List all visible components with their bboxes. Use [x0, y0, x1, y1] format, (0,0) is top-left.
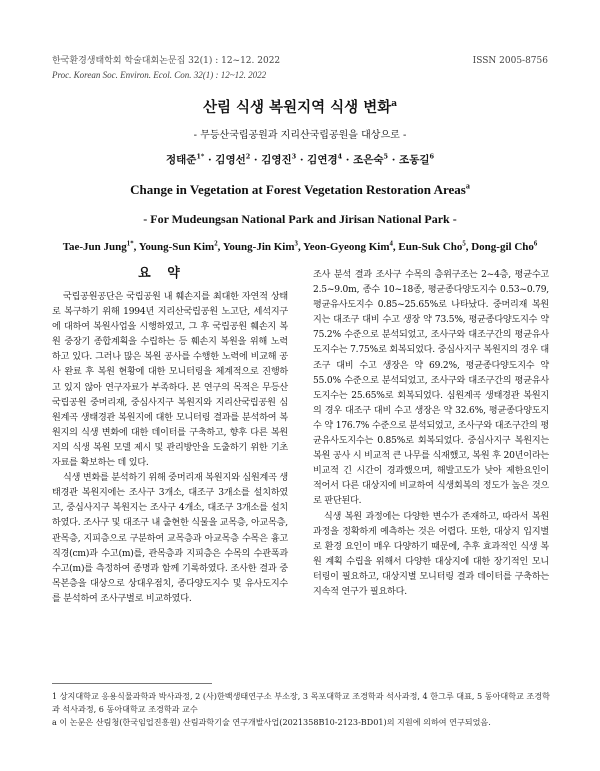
author-name: 정태준	[165, 154, 197, 166]
author-affiliation-mark: 2	[214, 240, 218, 248]
author-affiliation-mark: 3	[294, 240, 298, 248]
author-name: Yeon-Gyeong Kim	[303, 241, 390, 253]
footnote-divider	[52, 683, 212, 684]
abstract-heading: 요 약	[138, 266, 186, 281]
journal-citation-ko: 한국환경생태학회 학술대회논문집 32(1) : 12~12. 2022	[52, 56, 281, 66]
abstract-right-column	[313, 268, 549, 600]
author-affiliation-mark: 6	[533, 240, 538, 248]
authors-en: Tae-Jun Jung$^{1*}$, Young-Sun Kim$^2$, Young-Jin Kim$^3$, Yeon-Gyeong Kim$^4$, Eun-Suk Cho$^5$, Dong-gil Cho$^6$	[62, 240, 538, 253]
author-name: Tae-Jun Jung	[62, 241, 127, 253]
author-affiliation-mark: 6	[429, 152, 435, 161]
title-en-text: Change in Vegetation at Forest Vegetation Restoration Areas	[130, 182, 466, 197]
author-affiliation-mark: 1*	[196, 152, 205, 161]
footnotes	[52, 690, 552, 729]
journal-citation-en: Proc. Korean Soc. Environ. Ecol. Con. 32(1) : 12~12. 2022	[52, 70, 267, 80]
title-ko-mark: a	[391, 99, 398, 110]
author-name: 김영선	[215, 154, 246, 166]
subtitle-ko: - 무등산국립공원과 지리산국립공원을 대상으로 -	[193, 130, 407, 141]
author-name: Eun-Suk Cho	[398, 241, 463, 253]
subtitle-en: - For Mudeungsan National Park and Jirisan National Park -	[143, 212, 457, 226]
author-name: 조동길	[399, 154, 430, 166]
author-affiliation-mark: 1*	[126, 240, 134, 248]
title-en-mark: a	[465, 181, 470, 191]
author-affiliation-mark: 3	[291, 152, 297, 161]
abstract-paragraph: 조사 분석 결과 조사구 수목의 층위구조는 2~4층, 평균수고 2.5~9.0m, 종수 10~18종, 평균종다양도지수 0.53~0.79, 평균유사도지수 0.85~25.65%로 나타났다. 중머리재 복원지는 대조구 대비 수고 생장 약 73.5%, 평균종다양도지수 약 75.2% 수준으로 분석되었고, 조사구와 대조구간의 평균유사도지수는 7.75%로 회복되었다. 중심사지구 복원지의 경우 대조구 대비 수고 생장은 약 69.2%, 평균종다양도지수 약 55.0% 수준으로 분석되었고, 조사구와 대조구간의 평균유사도지수는 25.65%로 회복되었다. 심원계곡 생태경관 복원지의 경우 대조구 대비 수고 생장은 약 32.6%, 평균종다양도지수 약 176.7% 수준으로 분석되었고, 조사구와 대조구간의 평균유사도지수는 0.85%로 회복되었다. 중심사지구 복원지는 복원 공사 시 비교적 큰 나무를 식재했고, 복원 후 20년이라는 비교적 긴 시간이 경과했으며, 해발고도가 낮아 제한요인이 적어서 다른 대상지에 비교하여 식생회복의 정도가 높은 것으로 판단된다.	[313, 270, 549, 507]
author-name: 조은숙	[353, 154, 384, 166]
author-affiliation-mark: 4	[337, 152, 343, 161]
footnote-funding: a 이 논문은 산림청(한국임업진흥원) 산림과학기술 연구개발사업(2021358B10-2123-BD01)의 지원에 의하여 연구되었음.	[52, 717, 491, 727]
issn: ISSN 2005-8756	[472, 56, 548, 66]
journal-header	[52, 54, 548, 82]
title-ko	[0, 96, 600, 117]
title-en	[0, 182, 600, 198]
abstract-left-column	[52, 290, 288, 607]
author-name: 김영진	[261, 154, 292, 166]
author-affiliation-mark: 5	[383, 152, 389, 161]
author-name: Young-Jin Kim	[222, 241, 295, 253]
abstract-paragraph: 국립공원공단은 국립공원 내 훼손지를 최대한 자연적 상태로 복구하기 위해 1994년 지리산국립공원 노고단, 세석지구에 대하여 복원사업을 시행하였고, 그 후 국립공원 훼손지 복원 중장기 종합계획을 수립하는 등 훼손지 복원을 위해 노력하고 있다. 그러나 많은 복원 공사를 수행한 노력에 비교해 공사 완료 후 복원 현황에 대한 모니터링을 체계적으로 진행하고 있지 않아 연구자료가 부족하다. 본 연구의 목적은 무등산국립공원 중머리재, 중심사지구 복원지와 지리산국립공원 심원계곡 생태경관 복원지에 대한 모니터링 결과를 분석하여 복원지의 식생 변화에 대한 데이터를 구축하고, 향후 다른 복원지의 식생 복원 모델 제시 및 관리방안을 도출하기 위한 기초자료를 확보하는 데 있다.	[52, 292, 288, 469]
author-affiliation-mark: 4	[389, 240, 393, 248]
title-ko-text: 산림 식생 복원지역 식생 변화	[202, 99, 392, 116]
author-affiliation-mark: 5	[462, 240, 466, 248]
author-name: Young-Sun Kim	[138, 241, 215, 253]
abstract-paragraph: 식생 복원 과정에는 다양한 변수가 존재하고, 따라서 복원 과정을 정확하게 예측하는 것은 어렵다. 또한, 대상지 입지별로 환경 요인이 매우 다양하기 때문에, 추후 효과적인 식생 복원 계획 수립을 위해서 다양한 대상지에 대한 장기적인 모니터링이 필요하고, 대상지별 모니터링 결과 데이터를 구축하는 지속적 연구가 필요하다.	[313, 511, 549, 597]
author-name: Dong-gil Cho	[471, 241, 534, 253]
authors-ko: 정태준$^{1*}$ · 김영선$^2$ · 김영진$^3$ · 김연경$^4$ · 조은숙$^5$ · 조동길$^6$	[165, 152, 435, 166]
footnote-affiliations: 1 상지대학교 응용식물과학과 박사과정, 2 (사)한백생태연구소 부소장, 3 목포대학교 조경학과 석사과정, 4 한그루 대표, 5 동아대학교 조경학과 석사과정, 6 동아대학교 조경학과 교수	[52, 691, 550, 714]
abstract-paragraph: 식생 변화를 분석하기 위해 중머리재 복원지와 심원계곡 생태경관 복원지에는 조사구 3개소, 대조구 3개소를 설치하였고, 중심사지구 복원지는 조사구 4개소, 대조구 3개소를 설치하였다. 조사구 및 대조구 내 출현한 식물을 교목층, 아교목층, 관목층, 지피층으로 구분하여 교목층과 아교목층 수목은 흉고직경(cm)과 수고(m)를, 관목층과 지피층은 수목의 수관폭과 수고(m)를 측정하여 종명과 함께 기록하였다. 조사한 결과 중 목본층을 대상으로 상대우점치, 종다양도지수 및 유사도지수를 분석하여 조사구별로 비교하였다.	[52, 473, 288, 604]
author-name: 김연경	[307, 154, 338, 166]
author-affiliation-mark: 2	[245, 152, 251, 161]
